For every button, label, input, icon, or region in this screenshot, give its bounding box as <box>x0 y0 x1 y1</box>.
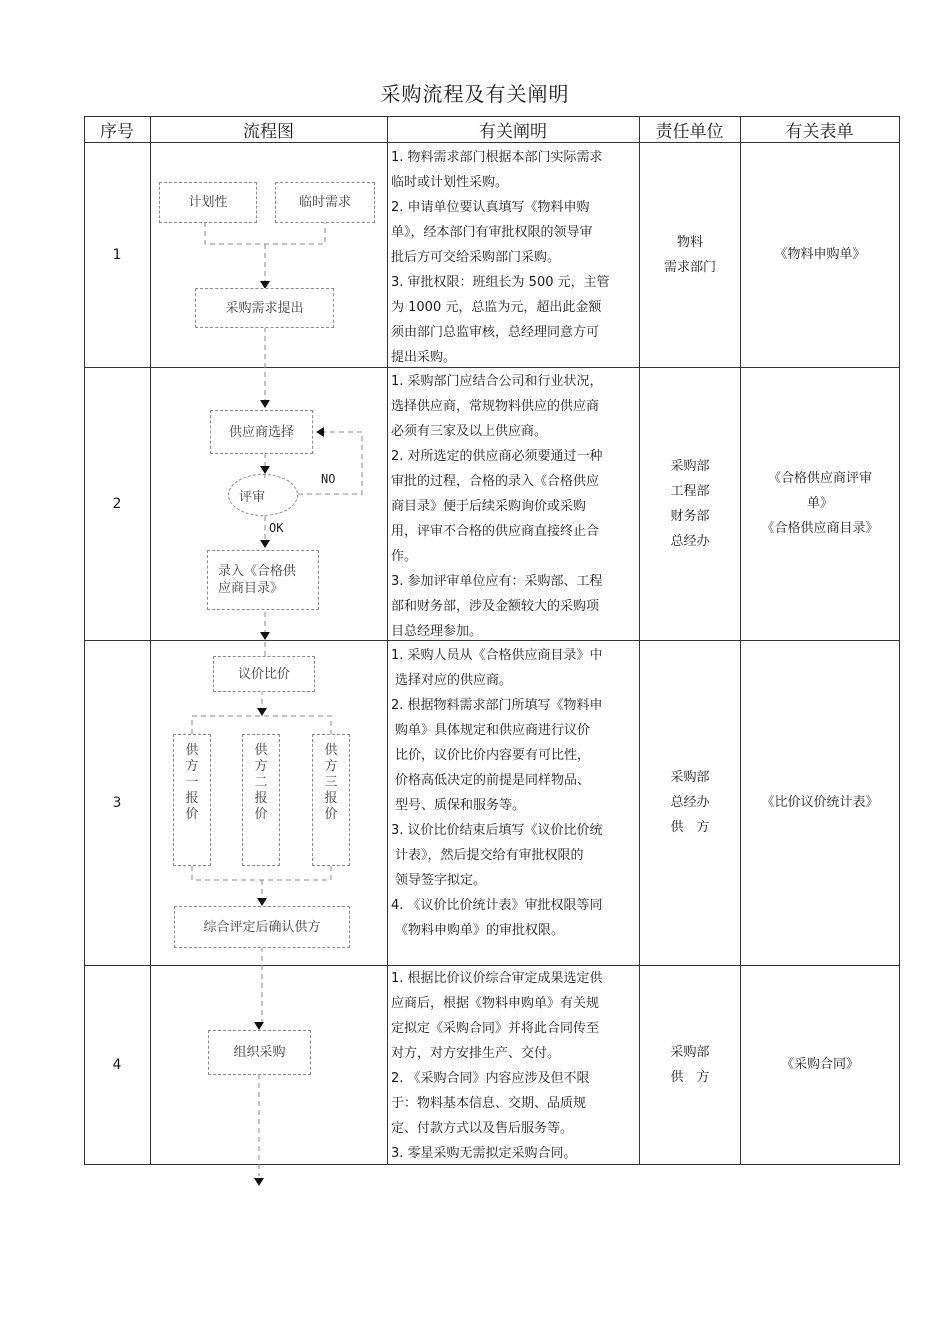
row-2-number: 2 <box>112 495 122 512</box>
purchase-request-box: 采购需求提出 <box>195 288 334 328</box>
desc-line: 2. 申请单位要认真填写《物料申购 <box>391 200 590 215</box>
quote-char: 价 <box>254 807 268 822</box>
unit-text: 供 方 <box>670 1069 710 1085</box>
register-supplier-box <box>207 550 319 610</box>
unit-text: 采购部 <box>670 1044 710 1060</box>
desc-line: 必须有三家及以上供应商。 <box>391 424 548 439</box>
organize-purchase-box: 组织采购 <box>208 1030 311 1075</box>
plan-box: 计划性 <box>159 182 257 223</box>
no-label: NO <box>321 472 336 486</box>
desc-line: 《物料申购单》的审批权限。 <box>395 923 565 938</box>
desc-line: 作。 <box>391 549 418 564</box>
unit-text: 采购部 <box>670 458 710 474</box>
form-text: 《合格供应商目录》 <box>761 521 879 536</box>
desc-line: 3. 零星采购无需拟定采购合同。 <box>391 1146 577 1161</box>
row-4-description <box>391 966 635 1166</box>
supplier-1-quote-box <box>173 734 211 866</box>
desc-line: 1. 物料需求部门根据本部门实际需求 <box>391 150 603 165</box>
desc-line: 3. 审批权限：班组长为 500 元，主管 <box>391 275 610 290</box>
header-responsible: 责任单位 <box>655 121 724 142</box>
quote-char: 供 <box>254 743 268 758</box>
desc-line: 定、付款方式以及售后服务等。 <box>391 1121 574 1136</box>
desc-line: 选择对应的供应商。 <box>395 673 513 688</box>
form-text: 《比价议价统计表》 <box>761 795 879 810</box>
unit-text: 供 方 <box>670 820 710 835</box>
desc-line: 目总经理参加。 <box>391 624 483 639</box>
desc-line: 3. 参加评审单位应有：采购部、工程 <box>391 574 603 589</box>
supplier-selection-box: 供应商选择 <box>210 410 313 454</box>
quote-char: 报 <box>254 791 268 806</box>
quote-char: 价 <box>185 807 199 822</box>
quote-char: 三 <box>324 775 338 790</box>
desc-line: 型号、质保和服务等。 <box>395 798 526 813</box>
desc-line: 2. 对所选定的供应商必须要通过一种 <box>391 449 603 464</box>
row-3-description <box>391 643 635 943</box>
supplier-2-quote-box <box>242 734 280 866</box>
desc-line: 计表》，然后提交给有审批权限的 <box>395 848 584 863</box>
ok-label: OK <box>269 521 284 535</box>
row-3-responsible <box>640 640 740 965</box>
desc-line: 商目录》便于后续采购询价或采购 <box>391 499 587 514</box>
unit-text: 总经办 <box>670 795 710 810</box>
desc-line: 提出采购。 <box>391 350 457 365</box>
row-2-forms <box>741 367 899 640</box>
register-supplier-line-2: 应商目录》 <box>218 581 284 596</box>
row-3-forms <box>741 640 899 965</box>
desc-line: 审批的过程，合格的录入《合格供应 <box>391 474 600 489</box>
row-1-number: 1 <box>112 246 122 263</box>
register-supplier-line-1: 录入《合格供 <box>218 564 297 579</box>
desc-line: 比价，议价比价内容要有可比性， <box>395 748 591 763</box>
header-flow: 流程图 <box>243 121 294 142</box>
quote-char: 报 <box>185 791 199 806</box>
desc-line: 1. 采购人员从《合格供应商目录》中 <box>391 648 603 663</box>
header-description: 有关阐明 <box>479 121 547 142</box>
row-4-number: 4 <box>112 1056 122 1073</box>
row-4-responsible <box>640 965 740 1164</box>
price-compare-box: 议价比价 <box>213 656 315 692</box>
form-text: 《物料申购单》 <box>774 247 866 262</box>
quote-char: 供 <box>185 743 199 758</box>
desc-line: 批后方可交给采购部门采购。 <box>391 250 561 265</box>
desc-line: 价格高低决定的前提是同样物品、 <box>395 773 591 788</box>
desc-line: 领导签字拟定。 <box>395 873 487 888</box>
form-text: 《采购合同》 <box>780 1057 859 1072</box>
unit-text: 采购部 <box>670 770 710 785</box>
row-2-description <box>391 369 635 644</box>
desc-line: 购单》具体规定和供应商进行议价 <box>395 723 591 738</box>
desc-line: 选择供应商，常规物料供应的供应商 <box>391 399 600 414</box>
row-1-responsible <box>640 142 740 367</box>
desc-line: 部和财务部，涉及金额较大的采购项 <box>391 599 600 614</box>
quote-char: 一 <box>185 775 199 790</box>
desc-line: 1. 根据比价议价综合审定成果选定供 <box>391 971 603 986</box>
desc-line: 于：物料基本信息、交期、品质规 <box>391 1096 587 1111</box>
quote-char: 二 <box>254 775 268 790</box>
desc-line: 对方，对方安排生产、交付。 <box>391 1046 561 1061</box>
form-text: 《合格供应商评审 <box>767 471 872 486</box>
row-2-responsible <box>640 367 740 640</box>
desc-line: 2. 根据物料需求部门所填写《物料申 <box>391 698 603 713</box>
quote-char: 方 <box>254 759 268 774</box>
desc-line: 1. 采购部门应结合公司和行业状况， <box>391 374 603 389</box>
desc-line: 定拟定《采购合同》并将此合同传至 <box>391 1021 600 1036</box>
desc-line: 用，评审不合格的供应商直接终止合 <box>391 524 600 539</box>
desc-line: 为 1000 元，总监为元，超出此金额 <box>391 300 602 315</box>
desc-line: 3. 议价比价结束后填写《议价比价统 <box>391 823 603 838</box>
quote-char: 报 <box>324 791 338 806</box>
unit-text: 总经办 <box>670 533 710 549</box>
page-title: 采购流程及有关阐明 <box>380 82 570 106</box>
desc-line: 4. 《议价比价统计表》审批权限等同 <box>391 898 603 913</box>
form-text: 单》 <box>806 496 833 511</box>
unit-text: 财务部 <box>670 508 710 524</box>
desc-line: 应商后，根据《物料申购单》有关规 <box>391 996 600 1011</box>
quote-char: 供 <box>324 743 338 758</box>
row-4-forms <box>741 965 899 1164</box>
unit-text: 需求部门 <box>663 259 716 275</box>
desc-line: 须由部门总监审核，总经理同意方可 <box>391 325 600 340</box>
row-1-forms <box>741 142 899 367</box>
quote-char: 方 <box>185 759 199 774</box>
quote-char: 方 <box>324 759 338 774</box>
confirm-supplier-box: 综合评定后确认供方 <box>174 906 350 948</box>
unit-text: 物料 <box>676 234 703 250</box>
header-no: 序号 <box>100 121 134 142</box>
row-3-number: 3 <box>112 794 122 811</box>
unit-text: 工程部 <box>670 483 710 499</box>
header-forms: 有关表单 <box>785 121 854 142</box>
desc-line: 单》，经本部门有审批权限的领导审 <box>391 225 593 240</box>
quote-char: 价 <box>324 807 338 822</box>
review-ellipse: 评审 <box>228 474 298 516</box>
desc-line: 2. 《采购合同》内容应涉及但不限 <box>391 1071 590 1086</box>
row-1-description <box>391 145 635 370</box>
desc-line: 临时或计划性采购。 <box>391 175 509 190</box>
temporary-demand-box: 临时需求 <box>275 182 375 223</box>
supplier-3-quote-box <box>312 734 350 866</box>
